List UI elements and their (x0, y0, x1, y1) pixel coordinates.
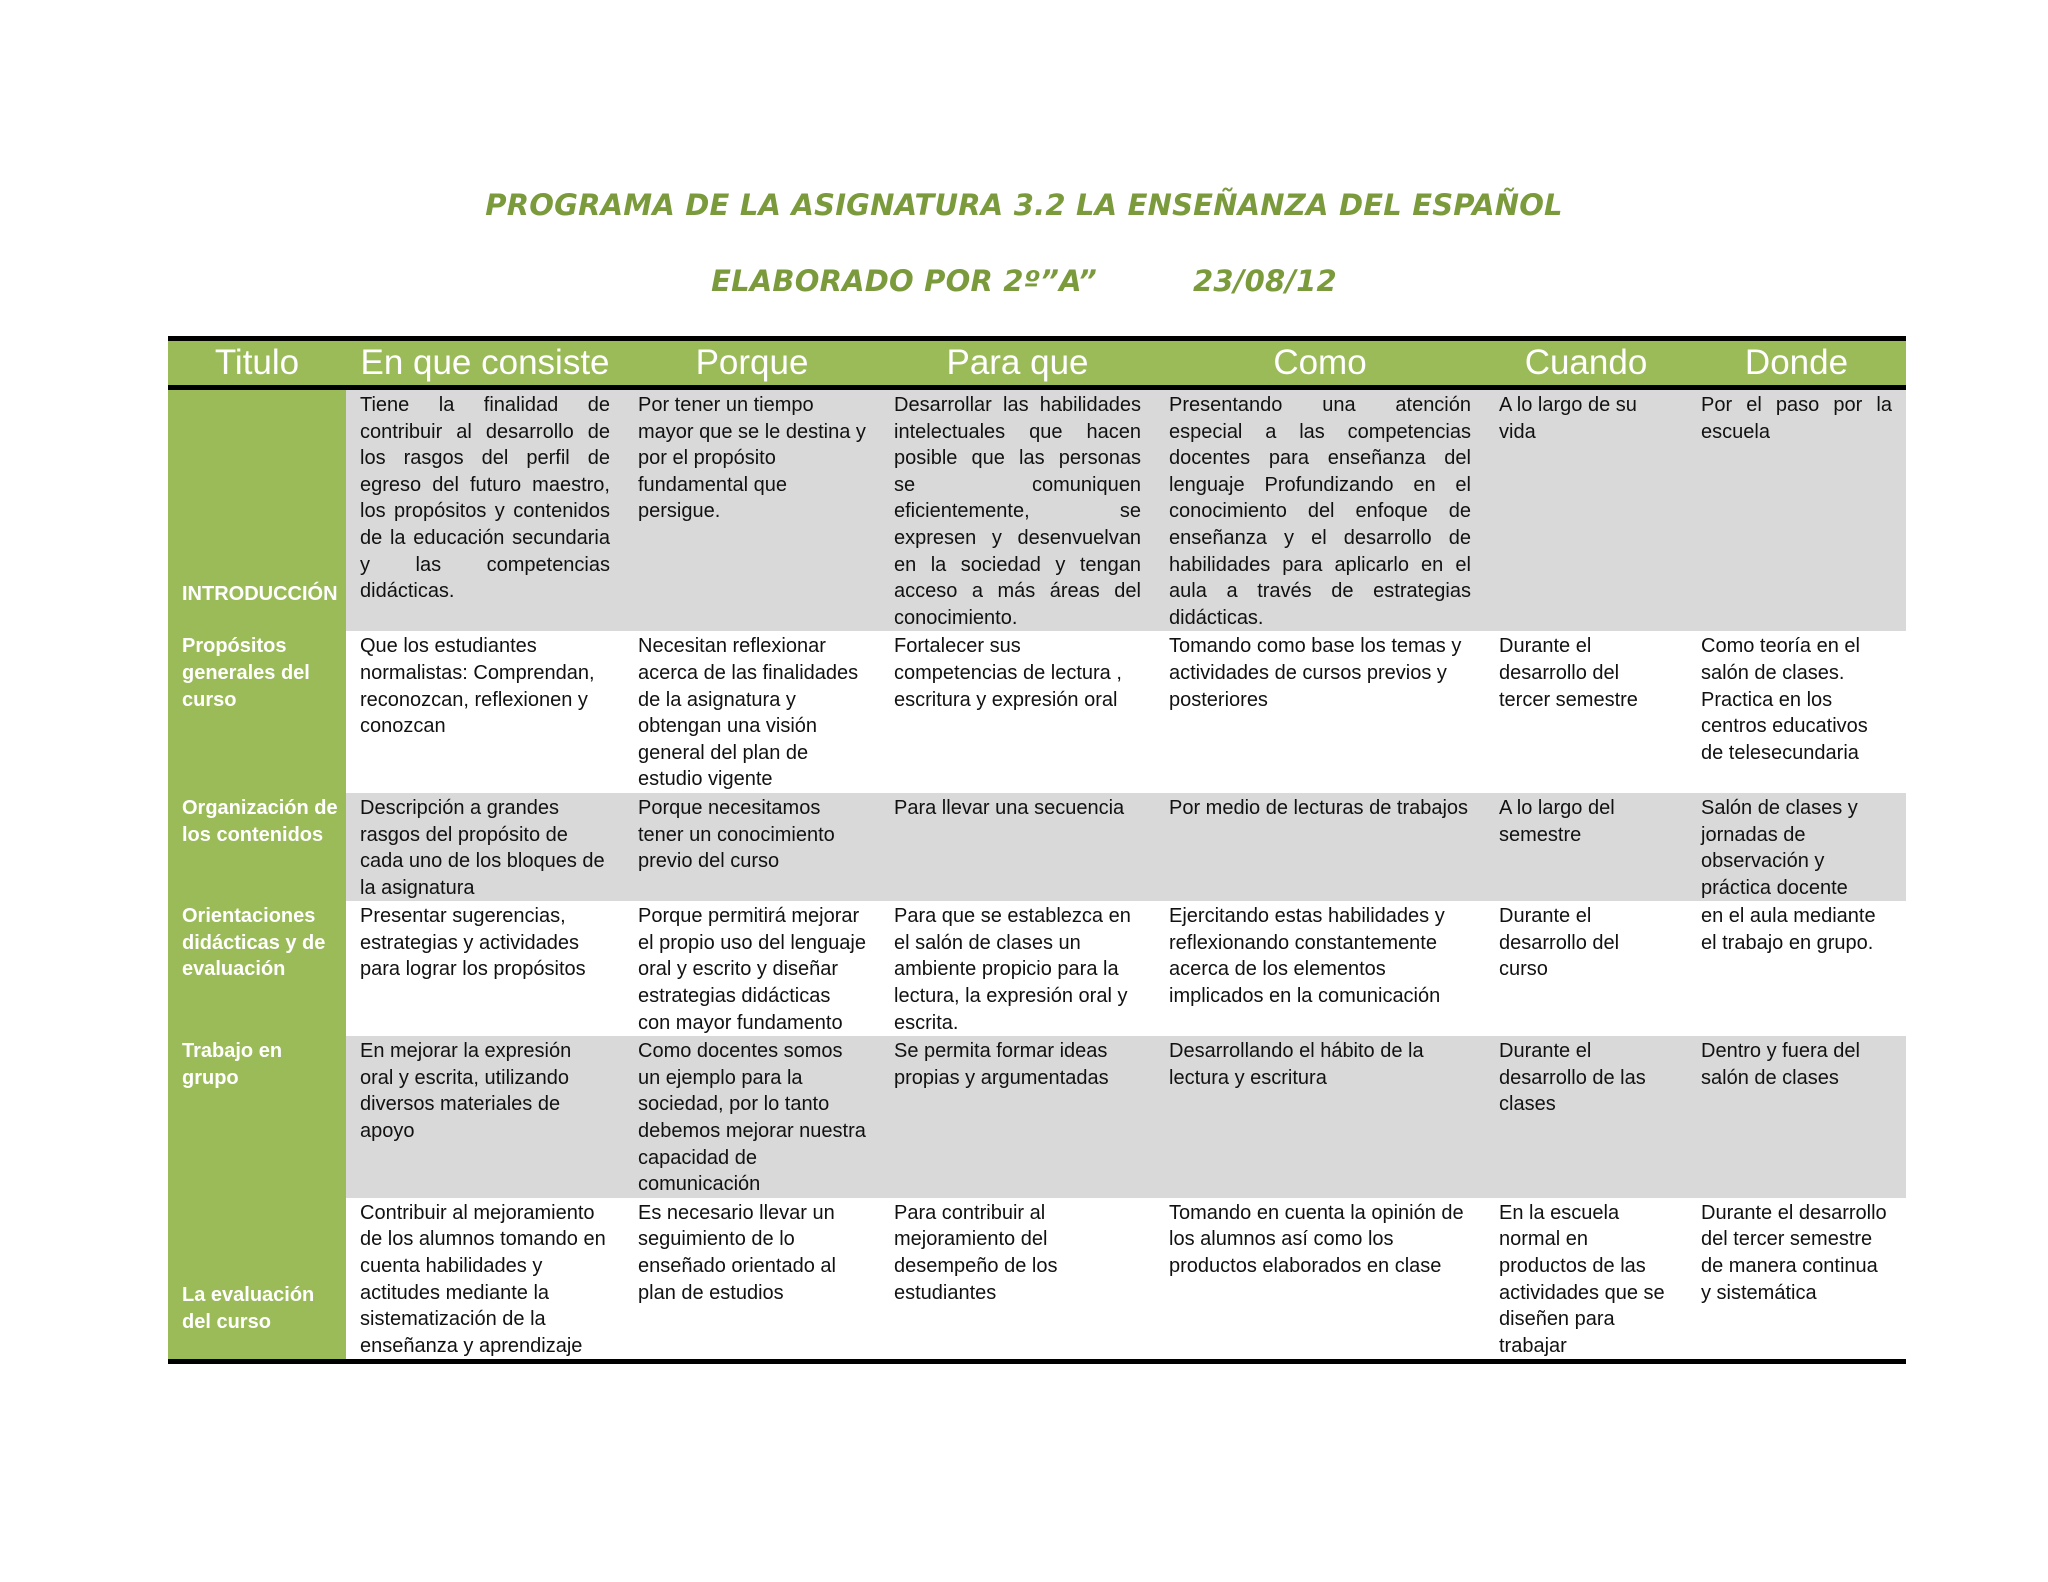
row-title-trabajo-en-grupo: Trabajo en grupo (168, 1036, 346, 1198)
column-header-en-que-consiste: En que consiste (346, 339, 624, 388)
table-cell: Durante el desarrollo del curso (1485, 901, 1687, 1036)
row-title-orientaciones: Orientaciones didácticas y de evaluación (168, 901, 346, 1036)
table-row (168, 1198, 1906, 1362)
table-row (168, 1036, 1906, 1198)
table-row (168, 901, 1906, 1036)
table-cell: Salón de clases y jornadas de observación y práctica docente (1687, 793, 1906, 901)
column-header-titulo: Titulo (168, 339, 346, 388)
table-cell: Porque necesitamos tener un conocimiento previo del curso (624, 793, 880, 901)
row-title-evaluacion-del-curso: La evaluación del curso (168, 1198, 346, 1362)
row-title-organizacion: Organización de los contenidos (168, 793, 346, 901)
table-cell: Es necesario llevar un seguimiento de lo enseñado orientado al plan de estudios (624, 1198, 880, 1362)
table-cell: Porque permitirá mejorar el propio uso del lenguaje oral y escrito y diseñar estrategias didácticas con mayor fundamento (624, 901, 880, 1036)
table-cell: Para contribuir al mejoramiento del desempeño de los estudiantes (880, 1198, 1155, 1362)
column-header-cuando: Cuando (1485, 339, 1687, 388)
table-cell: Se permita formar ideas propias y argumentadas (880, 1036, 1155, 1198)
table-cell: Presentando una atención especial a las competencias docentes para enseñanza del lenguaje Profundizando en el conocimiento del enfoque de enseñanza y el desarrollo de habilidades para aplicarlo en el aula a través de estrategias didácticas. (1155, 388, 1485, 632)
table-cell: Contribuir al mejoramiento de los alumnos tomando en cuenta habilidades y actitudes mediante la sistematización de la enseñanza y aprendizaje (346, 1198, 624, 1362)
table-cell: En la escuela normal en productos de las actividades que se diseñen para trabajar (1485, 1198, 1687, 1362)
table-cell: A lo largo del semestre (1485, 793, 1687, 901)
table-cell: Desarrollando el hábito de la lectura y escritura (1155, 1036, 1485, 1198)
row-title-introduccion: INTRODUCCIÓN (168, 388, 346, 632)
column-header-donde: Donde (1687, 339, 1906, 388)
row-title-propositos: Propósitos generales del curso (168, 631, 346, 793)
table-row (168, 793, 1906, 901)
table-cell: Que los estudiantes normalistas: Comprendan, reconozcan, reflexionen y conozcan (346, 631, 624, 793)
table-cell: Como teoría en el salón de clases. Practica en los centros educativos de telesecundaria (1687, 631, 1906, 793)
table-cell: Dentro y fuera del salón de clases (1687, 1036, 1906, 1198)
table-cell: Tomando como base los temas y actividades de cursos previos y posteriores (1155, 631, 1485, 793)
document-title: PROGRAMA DE LA ASIGNATURA 3.2 LA ENSEÑANZA DEL ESPAÑOL (485, 188, 1563, 222)
program-table (168, 336, 1906, 1364)
table-row (168, 388, 1906, 632)
table-cell: Fortalecer sus competencias de lectura , escritura y expresión oral (880, 631, 1155, 793)
table-cell: Como docentes somos un ejemplo para la sociedad, por lo tanto debemos mejorar nuestra capacidad de comunicación (624, 1036, 880, 1198)
table-cell: Por el paso por la escuela (1687, 388, 1906, 632)
table-cell: Durante el desarrollo del tercer semestre de manera continua y sistemática (1687, 1198, 1906, 1362)
table-cell: Descripción a grandes rasgos del propósito de cada uno de los bloques de la asignatura (346, 793, 624, 901)
table-cell: Durante el desarrollo del tercer semestre (1485, 631, 1687, 793)
table-cell: Tiene la finalidad de contribuir al desarrollo de los rasgos del perfil de egreso del futuro maestro, los propósitos y contenidos de la educación secundaria y las competencias didácticas. (346, 388, 624, 632)
table-cell: A lo largo de su vida (1485, 388, 1687, 632)
table-cell: Para que se establezca en el salón de clases un ambiente propicio para la lectura, la expresión oral y escrita. (880, 901, 1155, 1036)
table-row (168, 631, 1906, 793)
column-header-como: Como (1155, 339, 1485, 388)
table-header-row (168, 339, 1906, 388)
elaborado-label: ELABORADO POR 2º”A” (711, 264, 1098, 298)
table-cell: Por tener un tiempo mayor que se le destina y por el propósito fundamental que persigue. (624, 388, 880, 632)
column-header-porque: Porque (624, 339, 880, 388)
table-cell: Presentar sugerencias, estrategias y actividades para lograr los propósitos (346, 901, 624, 1036)
table-cell: Necesitan reflexionar acerca de las finalidades de la asignatura y obtengan una visión general del plan de estudio vigente (624, 631, 880, 793)
table-cell: Durante el desarrollo de las clases (1485, 1036, 1687, 1198)
table-cell: Tomando en cuenta la opinión de los alumnos así como los productos elaborados en clase (1155, 1198, 1485, 1362)
table-cell: Por medio de lecturas de trabajos (1155, 793, 1485, 901)
column-header-para-que: Para que (880, 339, 1155, 388)
table-cell: Para llevar una secuencia (880, 793, 1155, 901)
document-subtitle (0, 264, 2048, 298)
table-cell: Ejercitando estas habilidades y reflexionando constantemente acerca de los elementos implicados en la comunicación (1155, 901, 1485, 1036)
document-date: 23/08/12 (1193, 264, 1337, 298)
table-cell: Desarrollar las habilidades intelectuales que hacen posible que las personas se comuniquen eficientemente, se expresen y desenvuelvan en la sociedad y tengan acceso a más áreas del conocimiento. (880, 388, 1155, 632)
table-cell: En mejorar la expresión oral y escrita, utilizando diversos materiales de apoyo (346, 1036, 624, 1198)
table-cell: en el aula mediante el trabajo en grupo. (1687, 901, 1906, 1036)
